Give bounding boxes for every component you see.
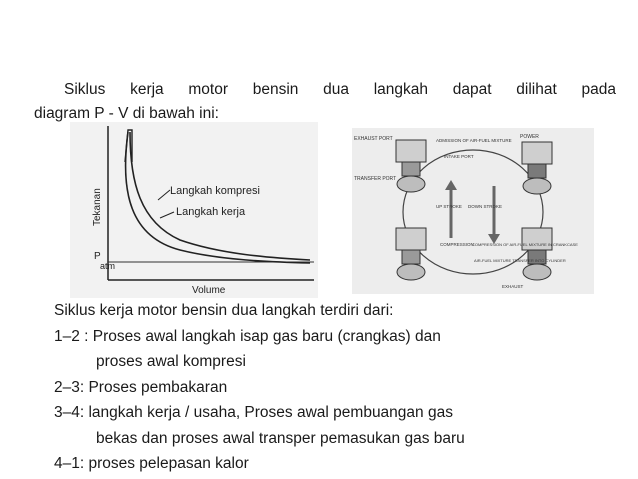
- list-heading: Siklus kerja motor bensin dua langkah terdiri dari:: [54, 302, 394, 319]
- label-exhaust-stage: EXHAUST: [502, 284, 524, 289]
- cycle-steps-list: [54, 298, 614, 477]
- intro-line-2: diagram P - V di bawah ini:: [34, 105, 219, 122]
- up-arrow-head: [445, 180, 457, 190]
- label-exhaust-port: EXHAUST PORT: [354, 136, 393, 142]
- intro-line-1: Siklus kerja motor bensin dua langkah dapat dilihat pada: [64, 81, 616, 98]
- cycle-circle: [403, 150, 543, 274]
- engine-top-left: [396, 140, 426, 192]
- list-item-1: 1–2 : Proses awal langkah isap gas baru (crangkas) dan: [54, 327, 441, 345]
- y-axis-label: Tekanan: [92, 188, 103, 226]
- list-item-1-cont: proses awal kompresi: [96, 353, 246, 370]
- label-compression: Langkah kompresi: [170, 185, 260, 197]
- label-transfer-into: AIR-FUEL MIXTURE TRANSFER INTO CYLINDER: [474, 258, 566, 263]
- list-item-3-cont: bekas dan proses awal transper pemasukan gas baru: [96, 429, 465, 447]
- label-p: P: [94, 251, 101, 262]
- label-compression-stage: COMPRESSION: [440, 242, 474, 247]
- label-up-stroke: UP STROKE: [436, 204, 462, 209]
- x-axis-label: Volume: [192, 285, 226, 296]
- label-power-stage: POWER: [520, 134, 539, 140]
- label-compression-crankcase: COMPRESSION OF AIR-FUEL MIXTURE IN CRANKCASE: [472, 242, 578, 247]
- engine-cycle-graphic: [352, 128, 594, 294]
- list-item-3: 3–4: langkah kerja / usaha, Proses awal pembuangan gas: [54, 404, 453, 421]
- pv-diagram: [70, 122, 318, 298]
- power-curve: [126, 132, 310, 263]
- intro-paragraph: [36, 78, 616, 126]
- label-power: Langkah kerja: [176, 206, 246, 218]
- label-transfer-port: TRANSFER PORT: [354, 176, 397, 182]
- engine-cycle-figure: [352, 128, 594, 294]
- leader-compression: [158, 190, 170, 200]
- label-down-stroke: DOWN STROKE: [468, 204, 503, 209]
- pv-diagram-graphic: [70, 122, 318, 298]
- label-admission: ADMISSION OF AIR-FUEL MIXTURE: [436, 138, 512, 143]
- list-item-2: 2–3: Proses pembakaran: [54, 378, 228, 396]
- leader-power: [160, 212, 174, 218]
- engine-top-right: [522, 142, 552, 194]
- list-item-4: 4–1: proses pelepasan kalor: [54, 455, 249, 472]
- label-intake-port: INTAKE PORT: [444, 154, 474, 159]
- label-atm: atm: [100, 261, 116, 271]
- engine-bottom-right: [522, 228, 552, 280]
